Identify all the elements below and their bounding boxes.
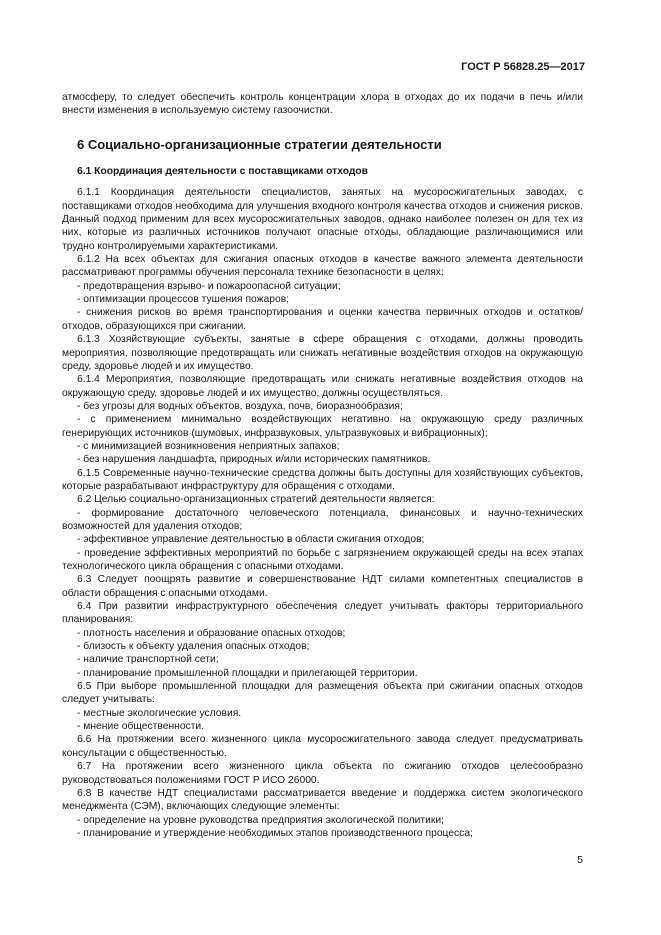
- list-item: - наличие транспортной сети;: [77, 654, 219, 666]
- list-item: - без угрозы для водных объектов, воздуха, почв, биоразнообразия;: [77, 400, 403, 412]
- page-number: 5: [577, 854, 583, 866]
- list-item: - близость к объекту удаления опасных отходов;: [77, 641, 310, 653]
- list-item: - формирование достаточного человеческого потенциала, финансовых и научно-технических возможностей для удаления отходов;: [62, 507, 583, 532]
- list-item: - снижения рисков во время транспортирования и оценки качества первичных отходов и остатков/отходов, образующихся при сжигании.: [62, 307, 583, 332]
- list-item: - плотность населения и образование опасных отходов;: [77, 627, 346, 639]
- paragraph: 6.1.1 Координация деятельности специалистов, занятых на мусоросжигательных заводах, с поставщиками отходов необходима для улучшения входного контроля качества отходов и снижения рисков. Данный подход применим для всех мусоросжигательных заводов, однако наиболее полезен он для тех из них, которые из различных источников получают опасные отходы, обладающие различающимися или трудно контролируемыми характеристиками.: [62, 187, 583, 252]
- subsection-heading: 6.1 Координация деятельности с поставщиками отходов: [77, 166, 369, 178]
- paragraph: атмосферу, то следует обеспечить контроль концентрации хлора в отходах до их подачи в печь и/или внести изменения в используемую систему газоочистки.: [62, 92, 583, 117]
- list-item: - оптимизации процессов тушения пожаров;: [77, 294, 290, 306]
- list-item: - определение на уровне руководства предприятия экологической политики;: [77, 814, 444, 826]
- paragraph: 6.2 Целью социально-организационных стратегий деятельности является:: [77, 494, 435, 506]
- paragraph: 6.1.2 На всех объектах для сжигания опасных отходов в качестве важного элемента деятельности рассматривают программы обучения персонала технике безопасности в целях:: [62, 254, 583, 279]
- paragraph: 6.5 При выборе промышленной площадки для размещения объекта при сжигании опасных отходов следует учитывать:: [62, 681, 583, 706]
- paragraph: 6.3 Следует поощрять развитие и совершенствование НДТ силами компетентных специалистов в области обращения с опасными отходами.: [62, 574, 583, 599]
- paragraph: 6.4 При развитии инфраструктурного обеспечения следует учитывать факторы территориального планирования:: [62, 601, 583, 626]
- list-item: - с применением минимально воздействующих негативно на окружающую среду различных генерирующих источников (шумовых, инфразвуковых, ультразвуковых и вибрационных);: [62, 414, 583, 439]
- paragraph: 6.6 На протяжении всего жизненного цикла мусоросжигательного завода следует предусматривать консультации с общественностью.: [62, 734, 583, 759]
- list-item: - предотвращения взрыво- и пожароопасной ситуации;: [77, 280, 341, 292]
- list-item: - планирование и утверждение необходимых этапов производственного процесса;: [77, 827, 473, 839]
- list-item: - местные экологические условия.: [77, 707, 242, 719]
- paragraph: 6.1.5 Современные научно-технические средства должны быть доступны для хозяйствующих субъектов, которые разрабатывают инфраструктуру для обращения с отходами.: [62, 467, 583, 492]
- section-heading: 6 Социально-организационные стратегии деятельности: [77, 136, 442, 152]
- paragraph: 6.1.3 Хозяйствующие субъекты, занятые в сфере обращения с отходами, должны проводить мероприятия, позволяющие предотвращать или снижать негативные воздействия отходов на окружающую среду, здоровье людей и их имущество.: [62, 334, 583, 372]
- list-item: - проведение эффективных мероприятий по борьбе с загрязнением окружающей среды на всех этапах технологического цикла обращения с опасными отходами.: [62, 547, 583, 572]
- list-item: - без нарушения ландшафта, природных и/или исторических памятников.: [77, 454, 431, 466]
- list-item: - с минимизацией возникновения неприятных запахов;: [77, 440, 340, 452]
- paragraph: 6.7 На протяжении всего жизненного цикла объекта по сжиганию отходов целесообразно руководствоваться положениями ГОСТ Р ИСО 26000.: [62, 761, 583, 786]
- paragraph: 6.8 В качестве НДТ специалистами рассматривается введение и поддержка систем экологического менеджмента (СЭМ), включающих следующие элементы:: [62, 787, 583, 813]
- document-body: [62, 91, 583, 840]
- list-item: - планирование промышленной площадки и прилегающей территории.: [77, 667, 418, 679]
- list-item: - эффективное управление деятельностью в области сжигания отходов;: [77, 534, 425, 546]
- paragraph: 6.1.4 Мероприятия, позволяющие предотвращать или снижать негативные воздействия отходов на окружающую среду, здоровье людей и их имущество, должны осуществляться.: [62, 374, 583, 399]
- list-item: - мнение общественности.: [77, 721, 205, 733]
- document-header: ГОСТ Р 56828.25—2017: [461, 61, 585, 73]
